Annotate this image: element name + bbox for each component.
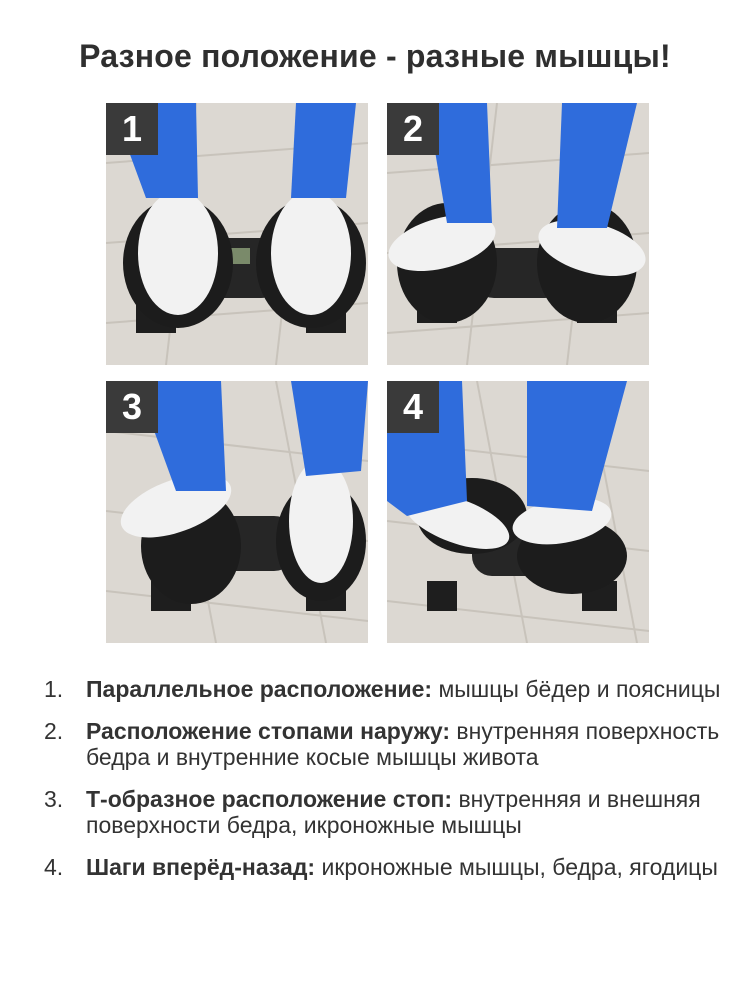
photo-number-badge: 2: [387, 103, 439, 155]
list-item-description: икроножные мышцы, бедра, ягодицы: [315, 854, 718, 880]
list-item: [44, 718, 724, 770]
photo-number-badge: 4: [387, 381, 439, 433]
list-item-heading: Параллельное расположение:: [86, 676, 433, 702]
photo-number-badge: 1: [106, 103, 158, 155]
page-title: Разное положение - разные мышцы!: [79, 38, 671, 74]
photo-forward-back-steps: [387, 381, 649, 643]
photo-t-stance: [106, 381, 368, 643]
list-item-description: внутренняя поверхность бедра и внутренние косые мышцы живота: [86, 718, 720, 770]
list-item-heading: Расположение стопами наружу:: [86, 718, 451, 744]
list-item-text: [86, 718, 724, 770]
list-item: [44, 854, 724, 880]
photo-feet-outward: [387, 103, 649, 365]
list-item-number: 2.: [44, 718, 64, 744]
list-item-description: мышцы бёдер и поясницы: [432, 676, 721, 702]
list-item-heading: Шаги вперёд-назад:: [86, 854, 316, 880]
list-item-text: [86, 786, 724, 838]
list-item-description: внутренняя и внешняя поверхности бедра, икроножные мышцы: [86, 786, 701, 838]
list-item-heading: Т-образное расположение стоп:: [86, 786, 453, 812]
stance-description-list: [44, 676, 724, 896]
list-item-number: 1.: [44, 676, 64, 702]
list-item-number: 3.: [44, 786, 64, 812]
list-item: [44, 786, 724, 838]
photo-number-badge: 3: [106, 381, 158, 433]
list-item-number: 4.: [44, 854, 64, 880]
list-item: [44, 676, 724, 702]
list-item-text: [86, 854, 724, 880]
list-item-text: [86, 676, 724, 702]
photo-parallel-stance: [106, 103, 368, 365]
